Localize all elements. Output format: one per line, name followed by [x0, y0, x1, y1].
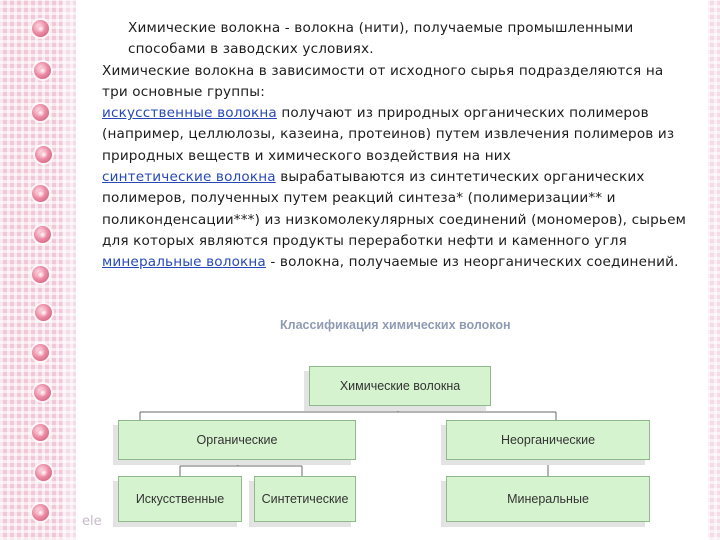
synthetic-fibers-text: вырабатываются из синтетических органических полимеров, полученных путем реакций синтеза* (полимеризации** и поликонденсации***) из низкомолекулярных соединений (мономеров), сырьем для которых являются продукты переработки нефти и каменного угля	[102, 169, 686, 249]
bead-decoration	[32, 344, 49, 361]
bead-decoration	[34, 226, 51, 243]
mineral-fibers-link[interactable]: минеральные волокна	[102, 254, 266, 271]
synthetic-fibers-link[interactable]: синтетические волокна	[102, 169, 276, 186]
node-organic: Органические	[118, 420, 356, 460]
synthetic-fibers-paragraph	[102, 167, 692, 252]
diagram-title: Классификация химических волокон	[280, 318, 511, 332]
artificial-fibers-link[interactable]: искусственные волокна	[102, 105, 277, 122]
node-chemical-fibers: Химические волокна	[309, 366, 491, 406]
bead-decoration	[34, 62, 51, 79]
bead-decoration	[35, 146, 52, 163]
bead-decoration	[32, 104, 49, 121]
decorative-left-strip	[0, 0, 62, 540]
mineral-fibers-paragraph	[102, 252, 692, 273]
bead-decoration	[35, 304, 52, 321]
bead-decoration	[32, 20, 49, 37]
bead-decoration	[32, 266, 49, 283]
bead-decoration	[34, 384, 51, 401]
bead-decoration	[35, 464, 52, 481]
mineral-fibers-text: - волокна, получаемые из неорганических соединений.	[265, 254, 679, 271]
definition-paragraph: Химические волокна - волокна (нити), получаемые промышленными способами в заводских условиях.	[128, 20, 634, 58]
bead-decoration	[32, 504, 49, 521]
node-inorganic: Неорганические	[446, 420, 650, 460]
node-mineral: Минеральные	[446, 476, 650, 522]
slide-text	[102, 18, 692, 274]
artificial-fibers-text: получают из природных органических полимеров (например, целлюлозы, казеина, протеинов) путем извлечения полимеров из природных веществ и химического воздействия на них	[102, 105, 675, 164]
footer-watermark: ele	[82, 514, 102, 529]
node-synthetic: Синтетические	[254, 476, 356, 522]
groups-intro: Химические волокна в зависимости от исходного сырья подразделяются на три основные группы:	[102, 62, 664, 100]
node-artificial: Искусственные	[118, 476, 242, 522]
bead-decoration	[32, 424, 49, 441]
bead-decoration	[32, 185, 49, 202]
artificial-fibers-paragraph	[102, 103, 692, 167]
